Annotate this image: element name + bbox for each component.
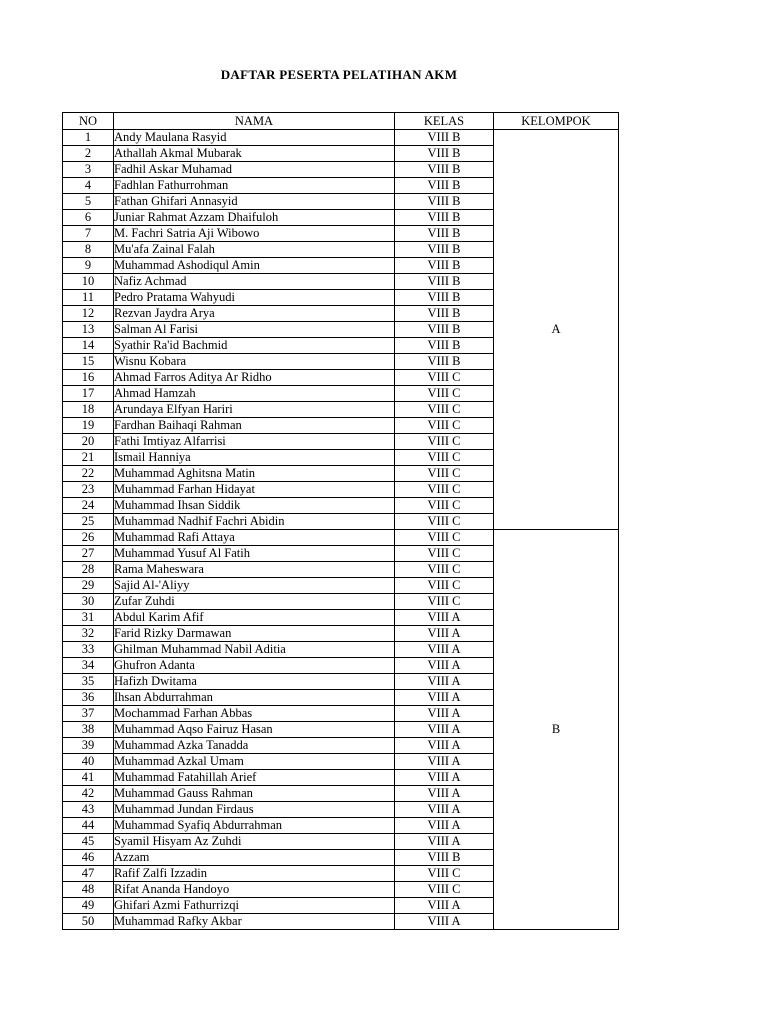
cell-nama: Abdul Karim Afif <box>114 610 395 626</box>
cell-no: 38 <box>63 722 114 738</box>
cell-kelas: VIII A <box>395 786 494 802</box>
cell-no: 40 <box>63 754 114 770</box>
cell-kelas: VIII A <box>395 770 494 786</box>
cell-no: 30 <box>63 594 114 610</box>
cell-kelas: VIII A <box>395 738 494 754</box>
cell-nama: Pedro Pratama Wahyudi <box>114 290 395 306</box>
cell-no: 2 <box>63 146 114 162</box>
cell-no: 22 <box>63 466 114 482</box>
cell-nama: Fadhlan Fathurrohman <box>114 178 395 194</box>
cell-kelas: VIII C <box>395 594 494 610</box>
cell-no: 20 <box>63 434 114 450</box>
cell-no: 32 <box>63 626 114 642</box>
cell-no: 34 <box>63 658 114 674</box>
cell-no: 33 <box>63 642 114 658</box>
cell-no: 11 <box>63 290 114 306</box>
cell-no: 37 <box>63 706 114 722</box>
cell-no: 31 <box>63 610 114 626</box>
cell-no: 45 <box>63 834 114 850</box>
cell-kelas: VIII B <box>395 274 494 290</box>
cell-no: 10 <box>63 274 114 290</box>
cell-kelas: VIII A <box>395 658 494 674</box>
cell-nama: Muhammad Aghitsna Matin <box>114 466 395 482</box>
cell-kelas: VIII B <box>395 194 494 210</box>
cell-kelas: VIII A <box>395 690 494 706</box>
cell-kelas: VIII B <box>395 354 494 370</box>
cell-kelas: VIII A <box>395 642 494 658</box>
cell-kelas: VIII B <box>395 178 494 194</box>
header-kelas: KELAS <box>395 113 494 130</box>
cell-nama: Rama Maheswara <box>114 562 395 578</box>
cell-kelompok-group-a: A <box>494 130 619 530</box>
cell-no: 50 <box>63 914 114 930</box>
cell-nama: Ghilman Muhammad Nabil Aditia <box>114 642 395 658</box>
cell-nama: Rezvan Jaydra Arya <box>114 306 395 322</box>
cell-no: 39 <box>63 738 114 754</box>
cell-kelas: VIII C <box>395 370 494 386</box>
cell-nama: Fathan Ghifari Annasyid <box>114 194 395 210</box>
cell-kelas: VIII A <box>395 914 494 930</box>
cell-kelas: VIII A <box>395 802 494 818</box>
cell-nama: Juniar Rahmat Azzam Dhaifuloh <box>114 210 395 226</box>
cell-nama: Wisnu Kobara <box>114 354 395 370</box>
cell-kelas: VIII B <box>395 226 494 242</box>
table-row <box>63 530 619 546</box>
cell-no: 17 <box>63 386 114 402</box>
cell-nama: Muhammad Ihsan Siddik <box>114 498 395 514</box>
cell-nama: Ahmad Hamzah <box>114 386 395 402</box>
cell-no: 6 <box>63 210 114 226</box>
cell-nama: Muhammad Nadhif Fachri Abidin <box>114 514 395 530</box>
cell-kelas: VIII A <box>395 610 494 626</box>
cell-nama: Muhammad Jundan Firdaus <box>114 802 395 818</box>
cell-nama: Rifat Ananda Handoyo <box>114 882 395 898</box>
cell-nama: Andy Maulana Rasyid <box>114 130 395 146</box>
cell-no: 42 <box>63 786 114 802</box>
cell-kelas: VIII C <box>395 418 494 434</box>
cell-nama: Muhammad Yusuf Al Fatih <box>114 546 395 562</box>
cell-no: 19 <box>63 418 114 434</box>
cell-nama: Ihsan Abdurrahman <box>114 690 395 706</box>
cell-kelas: VIII A <box>395 818 494 834</box>
cell-kelas: VIII C <box>395 562 494 578</box>
cell-nama: Muhammad Syafiq Abdurrahman <box>114 818 395 834</box>
document-title: DAFTAR PESERTA PELATIHAN AKM <box>220 67 458 82</box>
cell-kelas: VIII A <box>395 706 494 722</box>
cell-kelas: VIII C <box>395 546 494 562</box>
cell-kelas: VIII C <box>395 530 494 546</box>
cell-nama: Farid Rizky Darmawan <box>114 626 395 642</box>
cell-kelas: VIII C <box>395 482 494 498</box>
cell-kelas: VIII B <box>395 210 494 226</box>
cell-nama: Mochammad Farhan Abbas <box>114 706 395 722</box>
cell-nama: M. Fachri Satria Aji Wibowo <box>114 226 395 242</box>
cell-no: 46 <box>63 850 114 866</box>
cell-nama: Ismail Hanniya <box>114 450 395 466</box>
cell-nama: Zufar Zuhdi <box>114 594 395 610</box>
cell-nama: Fathi Imtiyaz Alfarrisi <box>114 434 395 450</box>
cell-nama: Syathir Ra'id Bachmid <box>114 338 395 354</box>
cell-kelas: VIII A <box>395 722 494 738</box>
cell-nama: Hafizh Dwitama <box>114 674 395 690</box>
cell-no: 29 <box>63 578 114 594</box>
cell-kelas: VIII C <box>395 578 494 594</box>
cell-nama: Muhammad Ashodiqul Amin <box>114 258 395 274</box>
cell-no: 16 <box>63 370 114 386</box>
cell-no: 43 <box>63 802 114 818</box>
cell-kelas: VIII A <box>395 674 494 690</box>
cell-kelas: VIII C <box>395 882 494 898</box>
cell-nama: Muhammad Aqso Fairuz Hasan <box>114 722 395 738</box>
cell-no: 12 <box>63 306 114 322</box>
cell-nama: Arundaya Elfyan Hariri <box>114 402 395 418</box>
cell-no: 44 <box>63 818 114 834</box>
cell-nama: Ghifari Azmi Fathurrizqi <box>114 898 395 914</box>
cell-nama: Athallah Akmal Mubarak <box>114 146 395 162</box>
cell-kelas: VIII C <box>395 450 494 466</box>
cell-no: 25 <box>63 514 114 530</box>
cell-nama: Salman Al Farisi <box>114 322 395 338</box>
cell-nama: Azzam <box>114 850 395 866</box>
cell-no: 24 <box>63 498 114 514</box>
cell-no: 36 <box>63 690 114 706</box>
cell-no: 21 <box>63 450 114 466</box>
cell-no: 26 <box>63 530 114 546</box>
cell-kelas: VIII B <box>395 306 494 322</box>
cell-no: 41 <box>63 770 114 786</box>
cell-nama: Ghufron Adanta <box>114 658 395 674</box>
cell-kelas: VIII B <box>395 338 494 354</box>
cell-no: 48 <box>63 882 114 898</box>
table-header-row <box>63 113 619 130</box>
cell-kelas: VIII B <box>395 290 494 306</box>
cell-no: 18 <box>63 402 114 418</box>
table-row <box>63 130 619 146</box>
cell-kelas: VIII B <box>395 130 494 146</box>
cell-nama: Mu'afa Zainal Falah <box>114 242 395 258</box>
cell-kelas: VIII A <box>395 898 494 914</box>
cell-no: 9 <box>63 258 114 274</box>
cell-no: 4 <box>63 178 114 194</box>
cell-kelas: VIII B <box>395 322 494 338</box>
cell-no: 8 <box>63 242 114 258</box>
cell-kelas: VIII C <box>395 866 494 882</box>
cell-no: 1 <box>63 130 114 146</box>
cell-nama: Sajid Al-'Aliyy <box>114 578 395 594</box>
cell-kelas: VIII B <box>395 242 494 258</box>
cell-nama: Nafiz Achmad <box>114 274 395 290</box>
cell-kelas: VIII B <box>395 162 494 178</box>
cell-nama: Muhammad Rafi Attaya <box>114 530 395 546</box>
cell-kelas: VIII B <box>395 258 494 274</box>
cell-nama: Muhammad Gauss Rahman <box>114 786 395 802</box>
cell-nama: Muhammad Rafky Akbar <box>114 914 395 930</box>
cell-no: 14 <box>63 338 114 354</box>
cell-kelas: VIII C <box>395 434 494 450</box>
cell-kelas: VIII A <box>395 834 494 850</box>
cell-no: 13 <box>63 322 114 338</box>
cell-kelas: VIII B <box>395 850 494 866</box>
header-nama: NAMA <box>114 113 395 130</box>
cell-kelas: VIII C <box>395 498 494 514</box>
header-no: NO <box>63 113 114 130</box>
cell-no: 3 <box>63 162 114 178</box>
cell-nama: Muhammad Azka Tanadda <box>114 738 395 754</box>
cell-no: 49 <box>63 898 114 914</box>
cell-kelas: VIII B <box>395 146 494 162</box>
cell-kelas: VIII A <box>395 626 494 642</box>
cell-nama: Ahmad Farros Aditya Ar Ridho <box>114 370 395 386</box>
cell-no: 27 <box>63 546 114 562</box>
header-kelompok: KELOMPOK <box>494 113 619 130</box>
cell-nama: Rafif Zalfi Izzadin <box>114 866 395 882</box>
cell-kelompok-group-b: B <box>494 530 619 930</box>
cell-nama: Muhammad Fatahillah Arief <box>114 770 395 786</box>
cell-nama: Fadhil Askar Muhamad <box>114 162 395 178</box>
cell-nama: Muhammad Azkal Umam <box>114 754 395 770</box>
participant-table <box>62 112 619 930</box>
cell-no: 47 <box>63 866 114 882</box>
cell-kelas: VIII C <box>395 386 494 402</box>
cell-kelas: VIII C <box>395 514 494 530</box>
cell-nama: Fardhan Baihaqi Rahman <box>114 418 395 434</box>
cell-nama: Muhammad Farhan Hidayat <box>114 482 395 498</box>
cell-no: 23 <box>63 482 114 498</box>
cell-kelas: VIII C <box>395 402 494 418</box>
cell-nama: Syamil Hisyam Az Zuhdi <box>114 834 395 850</box>
cell-no: 5 <box>63 194 114 210</box>
cell-no: 35 <box>63 674 114 690</box>
cell-no: 7 <box>63 226 114 242</box>
cell-kelas: VIII C <box>395 466 494 482</box>
cell-no: 28 <box>63 562 114 578</box>
cell-kelas: VIII A <box>395 754 494 770</box>
table-body <box>63 130 619 930</box>
cell-no: 15 <box>63 354 114 370</box>
